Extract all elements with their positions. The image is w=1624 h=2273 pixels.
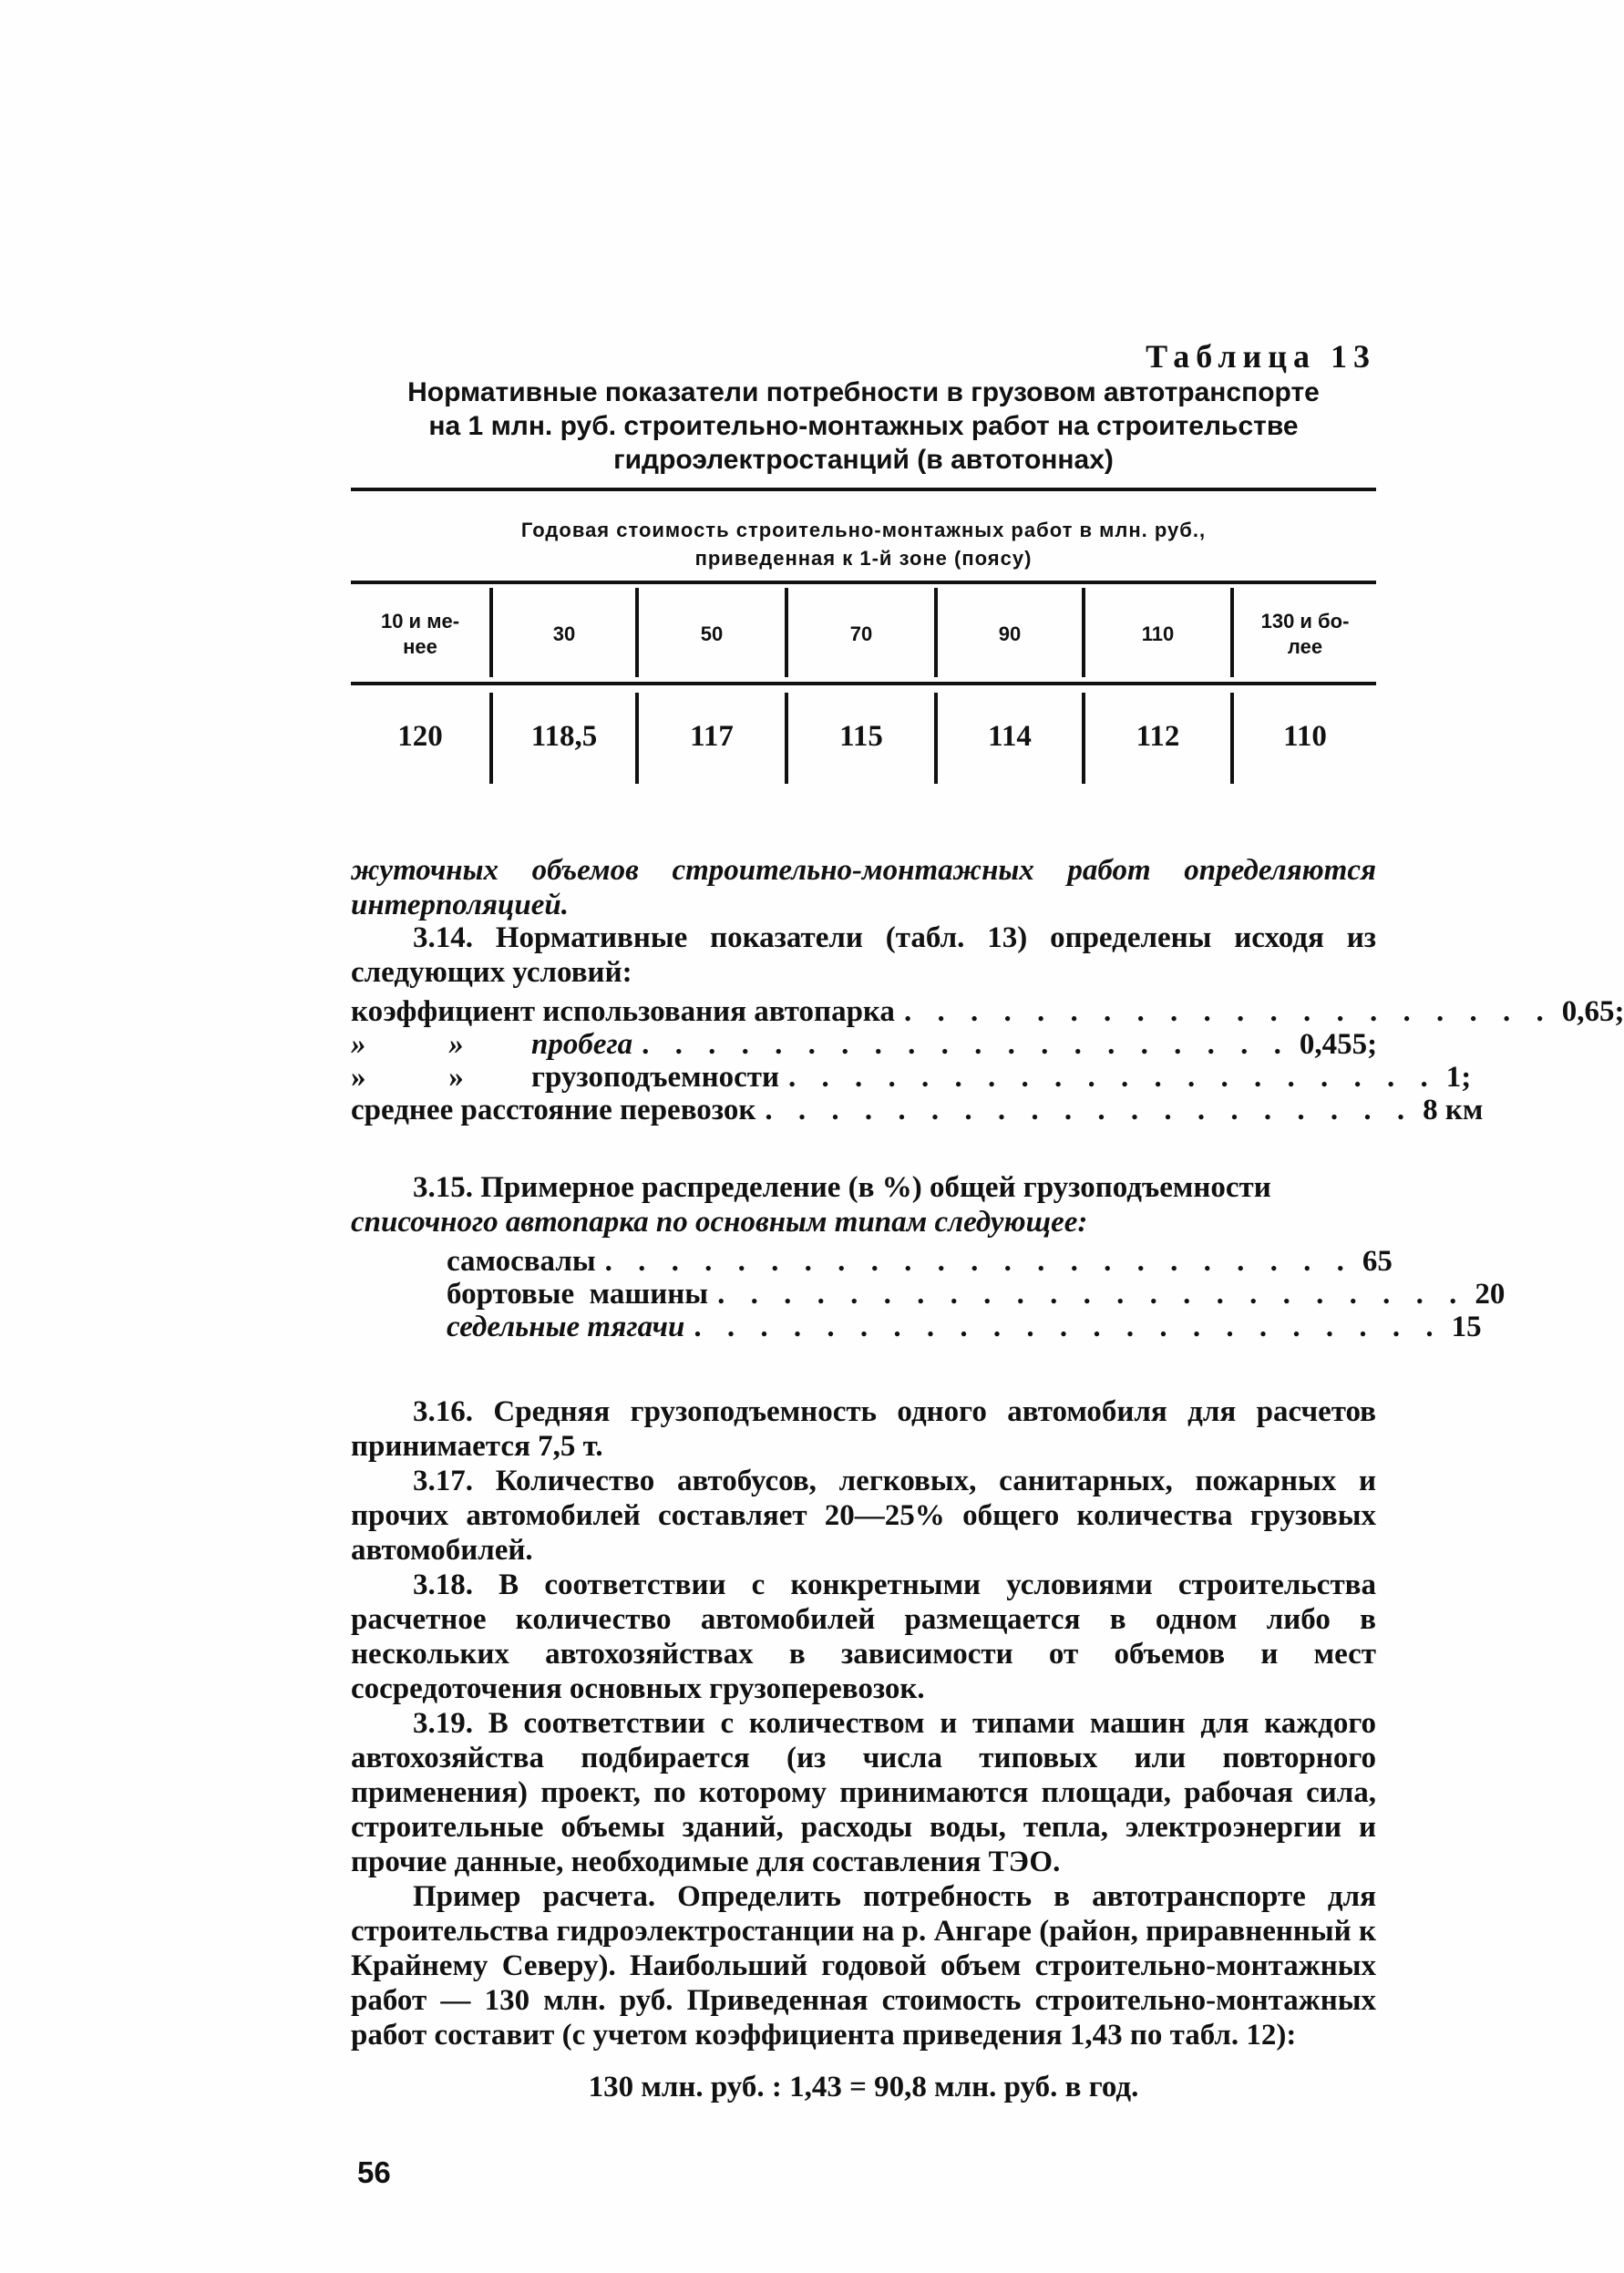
column-header: 70 (849, 622, 873, 645)
paragraph-text: 3.14. Нормативные показатели (табл. 13) определены исходя из следующих условий: (351, 921, 1376, 989)
table-caption-line: гидроэлектростанций (в автотоннах) (613, 445, 1114, 475)
paragraph-continuation: жуточных объемов строительно-монтажных работ определяются интерполяцией. (351, 854, 1376, 921)
table-caption-line: на 1 млн. руб. строительно-монтажных работ на строительстве (428, 411, 1299, 441)
column-header-line: 10 и ме- (380, 610, 460, 633)
leader-dots: . . . . . . . . . . . . . . . . . . . . . . . (717, 1278, 1466, 1311)
column-header-line: 130 и бо- (1260, 610, 1350, 633)
page-number: 56 (357, 2155, 391, 2189)
distribution-value: 65 (1362, 1245, 1393, 1278)
condition-label: среднее расстояние перевозок (351, 1094, 756, 1126)
table-cell: 118,5 (530, 720, 598, 753)
paragraph-3-17: 3.17. Количество автобусов, легковых, санитарных, пожарных и прочих автомобилей составляет 20—25% общего количества грузовых автомобилей. (351, 1465, 1376, 1567)
paragraph-3-19: 3.19. В соответствии с количеством и типами машин для каждого автохозяйства подбирается (из числа типовых или повторного применения) проект, по которому принимаются площади, рабочая сила, строительные объемы зданий, расходы воды, тепла, электроэнергии и прочие данные, необходимые для составления ТЭО. (351, 1707, 1376, 1878)
paragraph-text: списочного автопарка по основным типам следующее: (351, 1206, 1088, 1239)
table-header-rule (351, 581, 1376, 584)
leader-dots: . . . . . . . . . . . . . . . . . . . . (787, 1061, 1437, 1094)
table-header-line: Годовая стоимость строительно-монтажных работ в млн. руб., (520, 519, 1207, 541)
table-cell: 120 (397, 720, 443, 753)
distribution-value: 15 (1451, 1311, 1482, 1343)
paragraph-3-14 (351, 921, 1376, 990)
column-header: 110 (1141, 622, 1175, 645)
condition-row (351, 1028, 1376, 1065)
paragraphs-body (351, 1394, 1376, 2052)
table-cell: 110 (1283, 720, 1327, 753)
condition-row (351, 1061, 1472, 1097)
column-header: 90 (998, 622, 1022, 645)
table-caption (351, 375, 1376, 477)
condition-value: 0,65; (1561, 995, 1624, 1028)
column-header: 50 (700, 622, 724, 645)
leader-dots: . . . . . . . . . . . . . . . . . . . . (903, 995, 1553, 1028)
table-cell: 114 (988, 720, 1032, 753)
formula: 130 млн. руб. : 1,43 = 90,8 млн. руб. в год. (588, 2071, 1139, 2103)
paragraph-text: 3.15. Примерное распределение (в %) общей грузоподъемности (413, 1171, 1271, 1204)
table-top-rule (351, 488, 1376, 491)
paragraph-example: Пример расчета. Определить потребность в автотранспорте для строительства гидроэлектростанции на р. Ангаре (район, приравненный к Крайнему Северу). Наибольший годовой объем строительно-монтажных работ — 130 млн. руб. Приведенная стоимость строительно-монтажных работ составит (с учетом коэффициента приведения 1,43 по табл. 12): (351, 1880, 1376, 2052)
table-columns-rule (351, 682, 1376, 685)
table-header-main (351, 516, 1376, 572)
leader-dots: . . . . . . . . . . . . . . . . . . . . . . . (694, 1311, 1443, 1343)
column-header (1234, 609, 1376, 660)
table-caption-line: Нормативные показатели потребности в грузовом автотранспорте (407, 377, 1320, 407)
condition-label: коэффициент использования автопарка (351, 995, 895, 1028)
condition-label: » » пробега (351, 1028, 633, 1061)
condition-value: 1; (1445, 1061, 1472, 1094)
column-header-line: лее (1287, 635, 1323, 658)
distribution-row (447, 1311, 1482, 1347)
distribution-row (447, 1245, 1393, 1281)
distribution-row (447, 1278, 1506, 1314)
condition-row (351, 995, 1624, 1032)
condition-value: 8 км (1423, 1094, 1484, 1126)
table-number: Таблица 13 (1146, 338, 1376, 375)
column-header: 30 (552, 622, 576, 645)
leader-dots: . . . . . . . . . . . . . . . . . . . . (765, 1094, 1414, 1126)
condition-value: 0,455; (1299, 1028, 1378, 1061)
table-cell: 115 (839, 720, 883, 753)
condition-row (351, 1094, 1484, 1130)
distribution-label: бортовые машины (447, 1278, 709, 1311)
distribution-value: 20 (1475, 1278, 1506, 1311)
distribution-label: седельные тягачи (447, 1311, 685, 1343)
paragraph-3-16: 3.16. Средняя грузоподъемность одного автомобиля для расчетов принимается 7,5 т. (351, 1395, 1376, 1463)
paragraph-3-15 (351, 1170, 1376, 1239)
column-header (351, 609, 489, 660)
paragraph-3-18: 3.18. В соответствии с конкретными условиями строительства расчетное количество автомобилей размещается в одном либо в нескольких автохозяйствах в зависимости от объемов и мест сосредоточения основных грузоперевозок. (351, 1568, 1376, 1705)
table-cell: 112 (1136, 720, 1180, 753)
table-cell: 117 (690, 720, 734, 753)
table-header-line: приведенная к 1-й зоне (поясу) (694, 547, 1033, 570)
leader-dots: . . . . . . . . . . . . . . . . . . . . (642, 1028, 1290, 1061)
distribution-label: самосвалы (447, 1245, 596, 1278)
column-header-line: нее (403, 635, 437, 658)
condition-label: » » грузоподъемности (351, 1061, 779, 1094)
leader-dots: . . . . . . . . . . . . . . . . . . . . . . . (604, 1245, 1353, 1278)
